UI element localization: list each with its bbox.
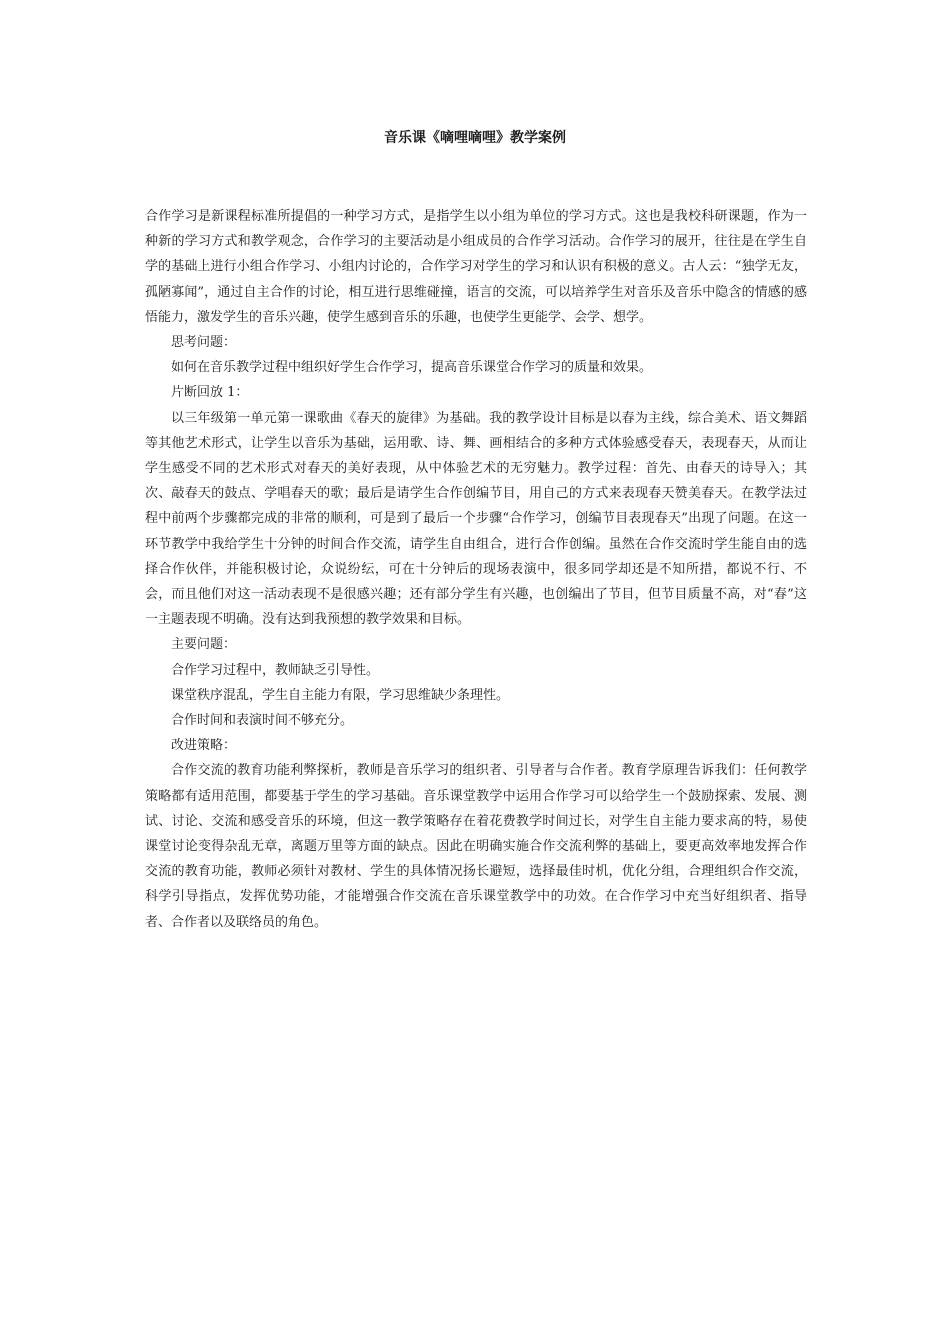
heading-thinking-question: 思考问题： — [171, 335, 237, 351]
clip-replay-paragraph: 以三年级第一单元第一课歌曲《春天的旋律》为基础。我的教学设计目标是以春为主线，综合美术、语文舞蹈等其他艺术形式，让学生以音乐为基础，运用歌、诗、舞、画相结合的多种方式体验感受春天，表现春天，从而让学生感受不同的艺术形式对春天的美好表现，从中体验艺术的无穷魅力。教学过程：首先、由春天的诗导入；其次、敲春天的鼓点、学唱春天的歌；最后是请学生合作创编节目，用自己的方式来表现春天赞美春天。在教学法过程中前两个步骤都完成的非常的顺利，可是到了最后一个步骤“合作学习，创编节目表现春天”出现了问题。在这一环节教学中我给学生十分钟的时间合作交流，请学生自由组合，进行合作创编。虽然在合作交流时学生能自由的选择合作伙伴，并能积极讨论，众说纷纭，可在十分钟后的现场表演中，很多同学却还是不知所措，都说不行、不会，而且他们对这一活动表现不是很感兴趣；还有部分学生有兴趣，也创编出了节目，但节目质量不高，对“春”这一主题表现不明确。没有达到我预想的教学效果和目标。 — [145, 410, 807, 628]
heading-clip-replay: 片断回放 1： — [171, 385, 249, 401]
document-title: 音乐课《嘀哩嘀哩》教学案例 — [384, 130, 566, 146]
problem-item: 合作学习过程中，教师缺乏引导性。 — [171, 662, 380, 678]
improvement-strategy-paragraph: 合作交流的教育功能利弊探析，教师是音乐学习的组织者、引导者与合作者。教育学原理告诉我们：任何教学策略都有适用范围，都要基于学生的学习基础。音乐课堂教学中运用合作学习可以给学生一个鼓励探索、发展、测试、讨论、交流和感受音乐的环境，但这一教学策略存在着花费教学时间过长，对学生自主能力要求高的特，易使课堂讨论变得杂乱无章，离题万里等方面的缺点。因此在明确实施合作交流利弊的基础上，要更高效率地发挥合作交流的教育功能，教师必须针对教材、学生的具体情况扬长避短，选择最佳时机，优化分组，合理组织合作交流，科学引导指点，发挥优势功能，才能增强合作交流在音乐课堂教学中的功效。在合作学习中充当好组织者、指导者、合作者以及联络员的角色。 — [145, 763, 807, 930]
intro-paragraph: 合作学习是新课程标准所提倡的一种学习方式，是指学生以小组为单位的学习方式。这也是我校科研课题，作为一种新的学习方式和教学观念，合作学习的主要活动是小组成员的合作学习活动。合作学习的展开，往往是在学生自学的基础上进行小组合作学习、小组内讨论的，合作学习对学生的学习和认识有积极的意义。古人云：“独学无友，孤陋寡闻”，通过自主合作的讨论，相互进行思维碰撞，语言的交流，可以培养学生对音乐及音乐中隐含的情感的感悟能力，激发学生的音乐兴趣，使学生感到音乐的乐趣，也使学生更能学、会学、想学。 — [145, 209, 807, 325]
document-body — [145, 204, 807, 935]
problem-item: 合作时间和表演时间不够充分。 — [171, 713, 354, 729]
problem-item: 课堂秩序混乱，学生自主能力有限，学习思维缺少条理性。 — [171, 687, 510, 703]
heading-improvement-strategy: 改进策略： — [171, 738, 237, 754]
thinking-question-paragraph: 如何在音乐教学过程中组织好学生合作学习，提高音乐课堂合作学习的质量和效果。 — [171, 360, 653, 376]
heading-main-problems: 主要问题： — [171, 637, 237, 653]
